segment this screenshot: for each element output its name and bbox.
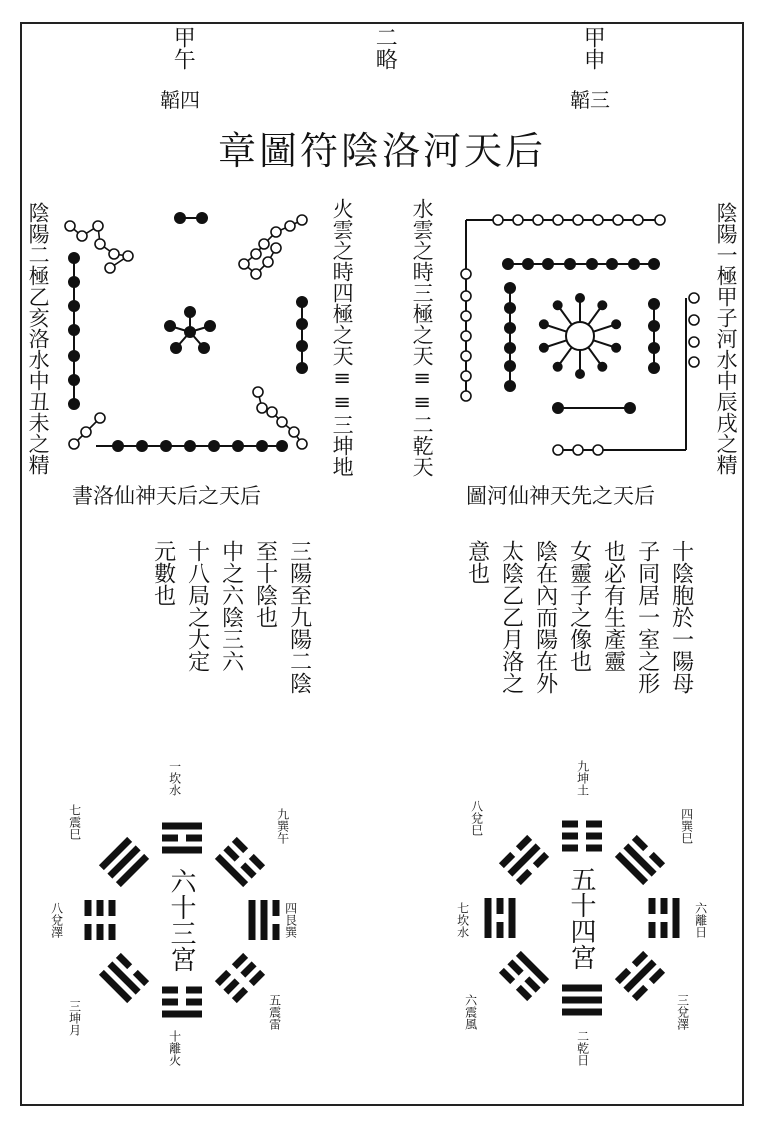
yang-line [562,997,602,1004]
yin-line [232,953,248,969]
paragraph-column: 意也 [464,540,490,584]
trigram [615,951,665,1001]
yang-line [261,900,268,940]
trigram [215,953,265,1003]
yin-line [661,898,668,914]
yang-line [162,1011,202,1018]
yin-line [497,922,504,938]
right-oct-label-bottom-right: 三兌澤 [675,994,690,1030]
yin-line [562,845,578,852]
yin-line [533,852,549,868]
right-side-caption: 陰陽一極甲子河水中辰戌之精 [714,202,739,475]
yin-line [223,845,239,861]
left-oct-label-top: 一坎水 [167,760,182,796]
yang-line [516,951,549,984]
yin-line [516,985,532,1001]
yin-line [186,999,202,1006]
yin-line [186,987,202,994]
paragraph-column: 子同居一室之形 [634,540,660,694]
trigram [562,821,602,852]
trigram [99,953,149,1003]
yin-line [649,898,656,914]
yin-line [649,922,656,938]
page-title: 章圖符陰洛河天后 [217,129,546,173]
yin-line [133,970,149,986]
trigram [499,951,549,1001]
yin-line [562,821,578,828]
right-inner-caption: 水雲之時三極之天≡≡二乾天 [410,198,435,477]
left-oct-label-bottom: 十離火 [167,1030,182,1066]
spoke-dot [539,319,549,329]
yin-line [249,854,265,870]
yin-line [109,924,116,940]
yin-line [85,900,92,916]
hetu-center-wheel [566,322,594,350]
yang-line [562,1009,602,1016]
right-diagram-label: 圖河仙神天先之天后 [466,484,655,508]
spoke-dot [611,319,621,329]
yin-line [524,976,540,992]
yin-line [615,968,631,984]
right-oct-label-right: 六離日 [693,902,708,938]
yin-line [186,835,202,842]
yin-line [273,900,280,916]
spoke-dot [597,362,607,372]
yin-line [162,835,178,842]
yang-line [249,900,256,940]
yin-line [162,999,178,1006]
yin-line [97,900,104,916]
paragraph-column: 十陰胞於一陽母 [668,540,694,694]
yang-line [107,961,140,994]
trigram [615,835,665,885]
spoke-dot [611,343,621,353]
yin-line [586,821,602,828]
yin-line [516,835,532,851]
yang-line [673,898,680,938]
paragraph-column: 女靈子之像也 [566,540,592,672]
yin-line [499,852,515,868]
trigram [249,900,280,940]
yang-line [623,843,656,876]
yin-line [97,924,104,940]
yang-line [99,837,132,870]
yin-line [499,968,515,984]
left-oct-label-bottom-left: 三坤月 [67,1000,82,1036]
paragraph-column: 陰在內而陽在外 [532,540,558,694]
header-right-sub: 韜三 [570,88,610,112]
trigram [499,835,549,885]
left-octagon-center: 六十三宮 [166,868,196,972]
right-oct-label-bottom: 二乾日 [575,1030,590,1066]
yin-line [232,987,248,1003]
yin-line [249,970,265,986]
right-oct-label-top: 九坤土 [575,760,590,796]
yin-line [232,837,248,853]
yang-line [215,854,248,887]
yin-line [215,970,231,986]
paragraph-column: 也必有生產靈 [600,540,626,672]
trigram [215,837,265,887]
yin-line [649,968,665,984]
yin-line [586,833,602,840]
trigram [85,900,116,940]
left-oct-label-top-left: 七震巳 [67,804,82,840]
yin-line [240,862,256,878]
spoke-dot [597,300,607,310]
yin-line [632,985,648,1001]
trigram [162,823,202,854]
yang-line [623,959,656,992]
yin-line [632,951,648,967]
yin-line [497,898,504,914]
spoke-dot [575,369,585,379]
left-diagram-label: 書洛仙神天后之天后 [72,484,261,508]
spoke-dot [575,293,585,303]
yang-line [162,847,202,854]
left-oct-label-top-right: 九巽午 [275,808,290,844]
yin-line [109,900,116,916]
yin-line [516,869,532,885]
yang-line [162,823,202,830]
trigram [99,837,149,887]
spoke-dot [553,300,563,310]
yin-line [85,924,92,940]
paragraph-column: 十八局之大定 [184,540,210,672]
spoke-dot [553,362,563,372]
yang-line [116,854,149,887]
yang-line [507,843,540,876]
paragraph-column: 元數也 [150,540,176,606]
header-left-sub: 韜四 [160,88,200,112]
right-oct-label-left: 七坎水 [455,902,470,938]
yin-line [661,922,668,938]
yang-line [615,852,648,885]
yang-line [99,970,132,1003]
left-oct-label-left: 八兌澤 [49,902,64,938]
header-center-column: 二略 [372,26,398,70]
paragraph-column: 至十陰也 [252,540,278,628]
yin-line [507,959,523,975]
yang-line [509,898,516,938]
trigram [162,987,202,1018]
trigram [649,898,680,938]
left-side-caption: 陰陽二極乙亥洛水中丑未之精 [26,202,51,475]
trigram [485,898,516,938]
header-left-column: 甲午 [170,26,196,70]
left-oct-label-bottom-right: 五震雷 [267,994,282,1030]
right-oct-label-bottom-left: 六震風 [463,994,478,1030]
yin-line [116,953,132,969]
yang-line [485,898,492,938]
spoke-dot [539,343,549,353]
right-oct-label-top-right: 四巽巳 [679,808,694,844]
paragraph-column: 太陰乙乙月洛之 [498,540,524,694]
yin-line [562,833,578,840]
yang-line [107,845,140,878]
header-right-column: 甲申 [580,26,606,70]
paragraph-column: 中之六陰三六 [218,540,244,672]
yin-line [240,961,256,977]
yang-line [562,985,602,992]
right-octagon-center: 五十四宮 [566,866,596,970]
yin-line [162,987,178,994]
paragraph-column: 三陽至九陽二陰 [286,540,312,694]
left-oct-label-right: 四艮巽 [283,902,298,938]
yin-line [223,978,239,994]
yin-line [586,845,602,852]
trigram [562,985,602,1016]
right-oct-label-top-left: 八兌巳 [469,800,484,836]
yin-line [649,852,665,868]
yin-line [632,835,648,851]
left-inner-caption: 火雲之時四極之天≡≡三坤地 [330,198,355,477]
yin-line [273,924,280,940]
